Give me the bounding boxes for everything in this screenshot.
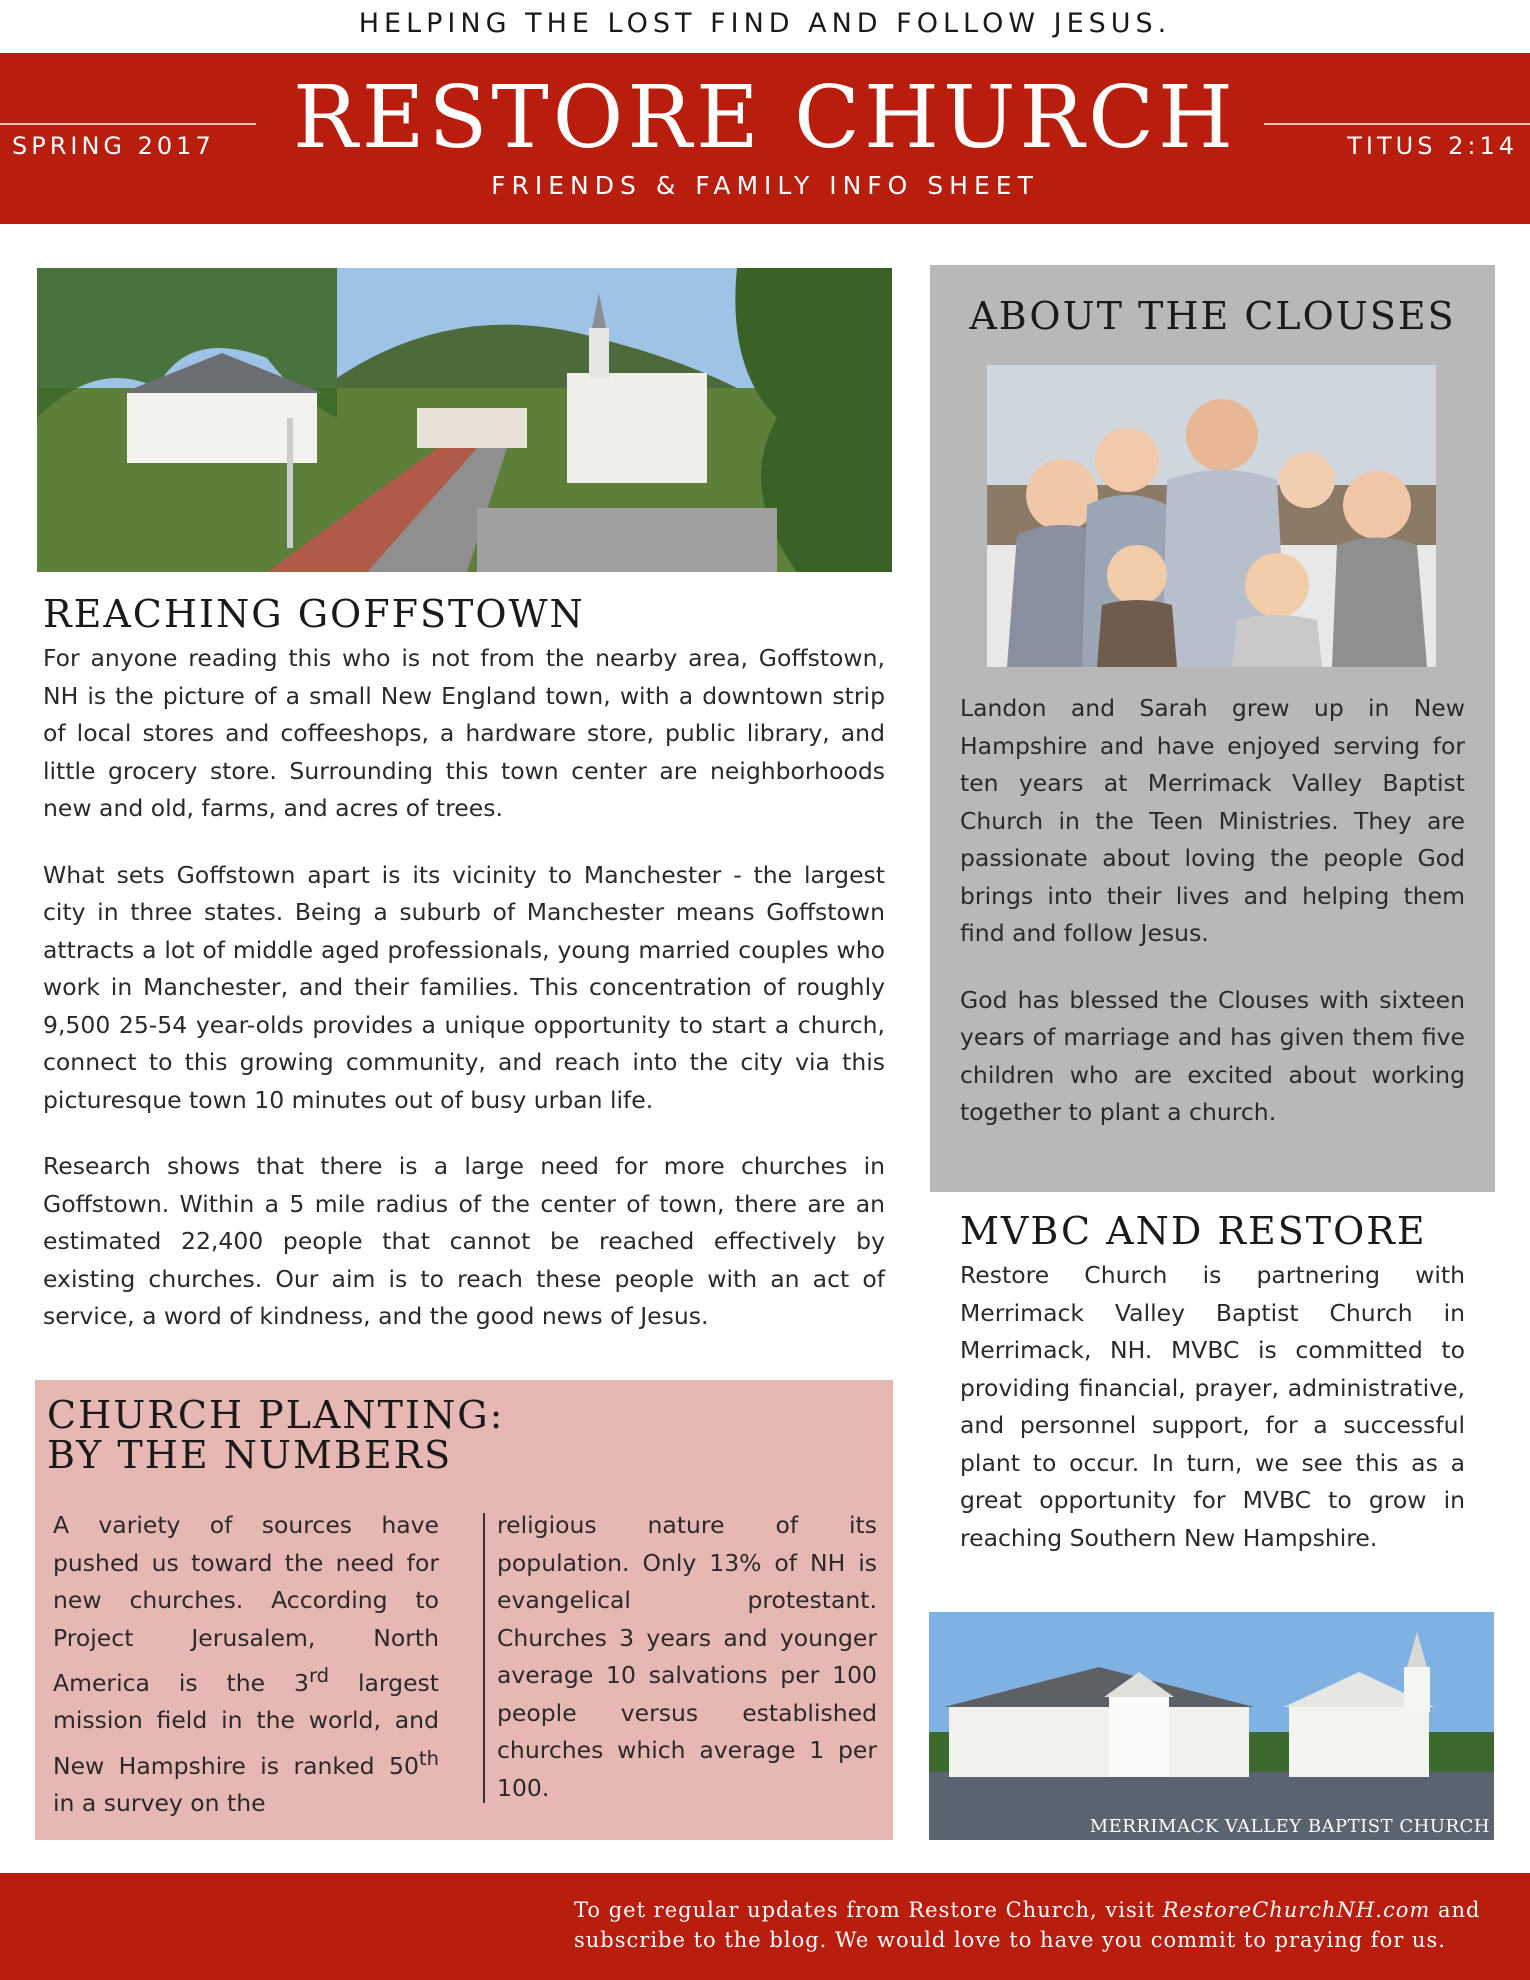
numbers-heading <box>47 1393 505 1477</box>
about-clouses-body <box>960 690 1465 1132</box>
masthead-title: RESTORE CHURCH <box>292 68 1237 168</box>
reaching-goffstown-heading: REACHING GOFFSTOWN <box>43 592 585 636</box>
masthead-banner <box>0 53 1530 224</box>
numbers-col1-text: largest mission field in the world, and New Hampshire is ranked 50 <box>53 1668 440 1780</box>
church-planting-numbers-box <box>35 1380 893 1840</box>
footer-text-part: and subscribe to the blog. We would love to have you commit to praying for us. <box>574 1898 1481 1952</box>
numbers-col1-text: A variety of sources have pushed us toward the need for new churches. According to Project Jerusalem, North America is the 3 <box>53 1511 439 1697</box>
numbers-columns <box>53 1507 875 1827</box>
issue-season: SPRING 2017 <box>12 132 215 160</box>
scripture-reference: TITUS 2:14 <box>1347 132 1518 160</box>
tagline: HELPING THE LOST FIND AND FOLLOW JESUS. <box>358 8 1172 39</box>
reaching-paragraph: For anyone reading this who is not from the nearby area, Goffstown, NH is the picture of a small New England town, with a downtown strip of local stores and coffeeshops, a hardware store, public library, and little grocery store. Surrounding this town center are neighborhoods new and old, farms, and acres of trees. <box>43 644 885 822</box>
reaching-goffstown-body <box>43 640 885 1336</box>
mvbc-restore-heading: MVBC AND RESTORE <box>960 1209 1427 1253</box>
footer-banner <box>0 1873 1530 1980</box>
clouses-paragraph: God has blessed the Clouses with sixteen years of marriage and has given them five children who are excited about working together to plant a church. <box>960 985 1465 1126</box>
numbers-col1-text: in a survey on the <box>53 1789 266 1818</box>
mvbc-paragraph: Restore Church is partnering with Merrimack Valley Baptist Church in Merrimack, NH. MVBC is committed to providing financial, prayer, administrative, and personnel support, for a successful plant to occur. In turn, we see this as a great opportunity for MVBC to grow in reaching Southern New Hampshire. <box>960 1261 1465 1552</box>
reaching-paragraph: What sets Goffstown apart is its vicinity to Manchester - the largest city in three states. Being a suburb of Manchester means Goffstown attracts a lot of middle aged professionals, young married couples who work in Manchester, and their families. This concentration of roughly 9,500 25-54 year-olds provides a unique opportunity to start a church, connect to this growing community, and reach into the city via this picturesque town 10 minutes out of busy urban life. <box>43 860 885 1114</box>
numbers-column-left <box>53 1507 439 1823</box>
goffstown-town-photo <box>37 268 892 572</box>
church-photo-caption: MERRIMACK VALLEY BAPTIST CHURCH <box>1089 1816 1490 1837</box>
mvbc-church-photo <box>929 1612 1494 1840</box>
mvbc-restore-body <box>960 1257 1465 1557</box>
clouses-paragraph: Landon and Sarah grew up in New Hampshire and have enjoyed serving for ten years at Merrimack Valley Baptist Church in the Teen Ministries. They are passionate about loving the people God brings into their lives and helping them find and follow Jesus. <box>960 694 1465 947</box>
clouse-family-photo <box>987 365 1436 667</box>
website-link[interactable]: RestoreChurchNH.com <box>1162 1898 1431 1922</box>
about-clouses-heading: ABOUT THE CLOUSES <box>969 294 1456 338</box>
ordinal-suffix: rd <box>308 1664 330 1687</box>
numbers-heading-line2: BY THE NUMBERS <box>47 1432 453 1477</box>
footer-text-part: To get regular updates from Restore Church, visit <box>574 1898 1163 1922</box>
ordinal-suffix: th <box>418 1746 439 1770</box>
numbers-column-right: religious nature of its population. Only 13% of NH is evangelical protestant. Churches 3 years and younger average 10 salvations per 100 people versus established churches which average 1 per 100. <box>497 1511 877 1802</box>
reaching-paragraph: Research shows that there is a large need for more churches in Goffstown. Within a 5 mile radius of the center of town, there are an estimated 22,400 people that cannot be reached effectively by existing churches. Our aim is to reach these people with an act of service, a word of kindness, and the good news of Jesus. <box>43 1152 885 1330</box>
masthead-subtitle: FRIENDS & FAMILY INFO SHEET <box>491 171 1039 200</box>
numbers-heading-line1: CHURCH PLANTING: <box>47 1393 505 1437</box>
footer-text <box>574 1895 1514 1955</box>
column-divider <box>483 1513 485 1803</box>
